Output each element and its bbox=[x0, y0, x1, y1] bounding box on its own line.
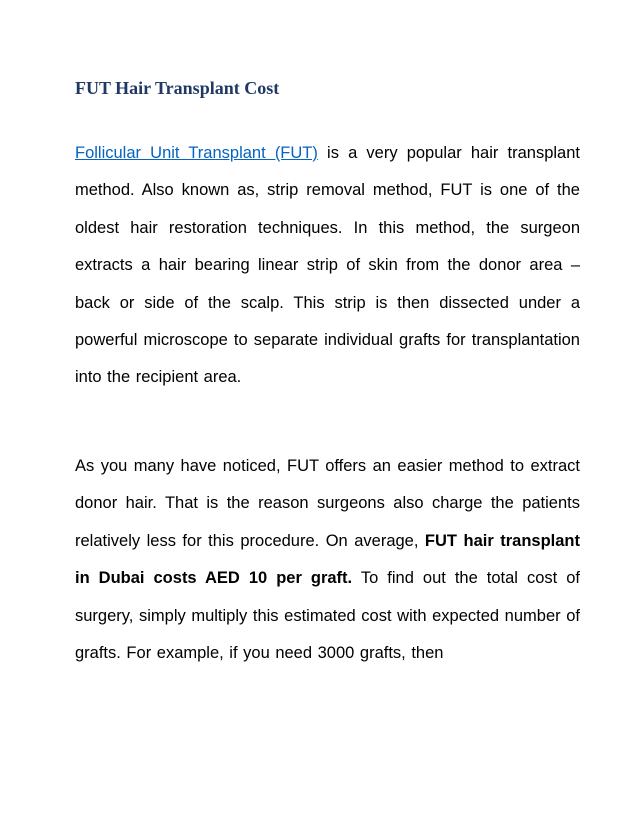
paragraph-intro-text: is a very popular hair transplant method. Also known as, strip removal method, FUT is one of the oldest hair restoration techniques. In this method, the surgeon extracts a hair bearing linear strip of skin from the donor area – back or side of the scalp. This strip is then dissected under a powerful microscope to separate individual grafts for transplantation into the recipient area. bbox=[75, 144, 580, 387]
cost-highlight: FUT hair transplant in Dubai costs AED 10 per graft. bbox=[75, 531, 580, 588]
paragraph-intro bbox=[75, 135, 580, 397]
paragraph-cost-text-before: As you many have noticed, FUT offers an easier method to extract donor hair. That is the reason surgeons also charge the patients relatively less for this procedure. On average, bbox=[75, 457, 580, 550]
paragraph-cost-text-after: To find out the total cost of surgery, simply multiply this estimated cost with expected number of grafts. For example, if you need 3000 grafts, then bbox=[75, 569, 580, 663]
page-title: FUT Hair Transplant Cost bbox=[75, 78, 280, 98]
fut-link[interactable]: Follicular Unit Transplant (FUT) bbox=[75, 144, 318, 162]
paragraph-cost bbox=[75, 448, 580, 672]
